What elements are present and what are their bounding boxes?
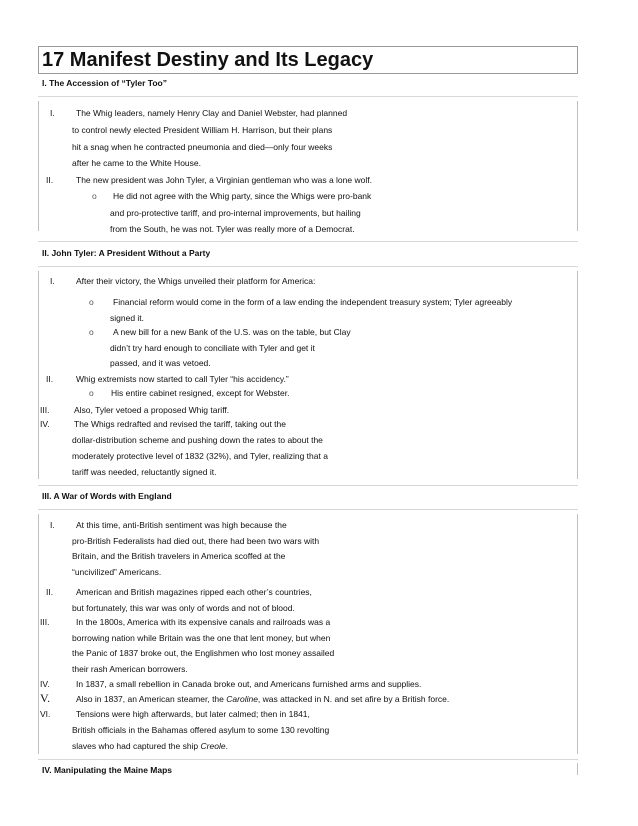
- left-rule: [38, 271, 39, 479]
- item-number: I.: [50, 520, 55, 530]
- text-line: dollar-distribution scheme and pushing down the rates to about the: [72, 435, 323, 445]
- right-rule: [577, 101, 578, 231]
- text-line: The new president was John Tyler, a Virginian gentleman who was a lone wolf.: [76, 175, 372, 185]
- section-heading: IV. Manipulating the Maine Maps: [42, 765, 173, 775]
- text-line: Financial reform would come in the form of a law ending the independent treasury system; Tyler agreeably: [113, 297, 513, 307]
- section-heading: I. The Accession of “Tyler Too”: [42, 78, 168, 88]
- sub-bullet: o: [89, 297, 94, 307]
- page-title: 17 Manifest Destiny and Its Legacy: [42, 49, 374, 71]
- text-line: The Whigs redrafted and revised the tariff, taking out the: [74, 419, 286, 429]
- text-line: borrowing nation while Britain was the one that lent money, but when: [72, 633, 331, 643]
- text-line: their rash American borrowers.: [72, 664, 188, 674]
- text-line: Tensions were high afterwards, but later calmed; then in 1841,: [76, 709, 310, 719]
- text-line: from the South, he was not. Tyler was really more of a Democrat.: [110, 224, 355, 234]
- text-line: British officials in the Bahamas offered asylum to some 130 revolting: [72, 725, 330, 735]
- text-line: hit a snag when he contracted pneumonia and died—only four weeks: [72, 142, 333, 152]
- sub-bullet: o: [89, 388, 94, 398]
- text-line: In the 1800s, America with its expensive canals and railroads was a: [76, 617, 331, 627]
- text-line: His entire cabinet resigned, except for Webster.: [111, 388, 290, 398]
- text-line: At this time, anti-British sentiment was high because the: [76, 520, 287, 530]
- text-line: The Whig leaders, namely Henry Clay and Daniel Webster, had planned: [76, 108, 348, 118]
- text-line: to control newly elected President William H. Harrison, but their plans: [72, 125, 333, 135]
- section-heading: II. John Tyler: A President Without a Party: [42, 248, 211, 258]
- divider: [38, 241, 578, 242]
- text-line: tariff was needed, reluctantly signed it.: [72, 467, 217, 477]
- section-heading: III. A War of Words with England: [42, 491, 172, 501]
- sub-bullet: o: [89, 327, 94, 337]
- divider: [38, 485, 578, 486]
- item-number: II.: [46, 374, 54, 384]
- text-line: moderately protective level of 1832 (32%), and Tyler, realizing that a: [72, 451, 328, 461]
- right-rule: [577, 514, 578, 754]
- divider: [38, 266, 578, 267]
- divider: [38, 759, 578, 760]
- left-rule: [38, 514, 39, 754]
- item-number: V.: [40, 691, 51, 705]
- divider: [38, 96, 578, 97]
- text-line: Britain, and the British travelers in America scoffed at the: [72, 551, 286, 561]
- item-number: I.: [50, 276, 55, 286]
- text-line: passed, and it was vetoed.: [110, 358, 211, 368]
- text-line: the Panic of 1837 broke out, the Englishmen who lost money assailed: [72, 648, 335, 658]
- text-line: He did not agree with the Whig party, since the Whigs were pro-bank: [113, 191, 372, 201]
- divider: [38, 509, 578, 510]
- text-line: In 1837, a small rebellion in Canada broke out, and Americans furnished arms and supplies.: [76, 679, 422, 689]
- item-number: VI.: [40, 709, 51, 719]
- item-number: III.: [40, 617, 50, 627]
- left-rule: [38, 101, 39, 231]
- sub-bullet: o: [92, 191, 97, 201]
- text-line: pro-British Federalists had died out, there had been two wars with: [72, 536, 320, 546]
- item-number: IV.: [40, 419, 50, 429]
- text-line: slaves who had captured the ship Creole.: [72, 741, 228, 751]
- text-line: Also in 1837, an American steamer, the Caroline, was attacked in N. and set afire by a British force.: [76, 694, 450, 704]
- item-number: II.: [46, 587, 54, 597]
- text-line: after he came to the White House.: [72, 158, 201, 168]
- text-line: A new bill for a new Bank of the U.S. was on the table, but Clay: [113, 327, 351, 337]
- item-number: IV.: [40, 679, 50, 689]
- right-rule: [577, 763, 578, 775]
- text-line: but fortunately, this war was only of words and not of blood.: [72, 603, 295, 613]
- text-line: After their victory, the Whigs unveiled their platform for America:: [76, 276, 316, 286]
- text-line: “uncivilized” Americans.: [72, 567, 162, 577]
- text-line: and pro-protective tariff, and pro-internal improvements, but hailing: [110, 208, 361, 218]
- item-number: II.: [46, 175, 54, 185]
- item-number: I.: [50, 108, 55, 118]
- item-number: III.: [40, 405, 50, 415]
- text-line: signed it.: [110, 313, 145, 323]
- text-line: American and British magazines ripped each other’s countries,: [76, 587, 312, 597]
- text-line: Also, Tyler vetoed a proposed Whig tariff.: [74, 405, 230, 415]
- text-line: didn’t try hard enough to conciliate with Tyler and get it: [110, 343, 315, 353]
- text-line: Whig extremists now started to call Tyler “his accidency.”: [76, 374, 289, 384]
- right-rule: [577, 271, 578, 479]
